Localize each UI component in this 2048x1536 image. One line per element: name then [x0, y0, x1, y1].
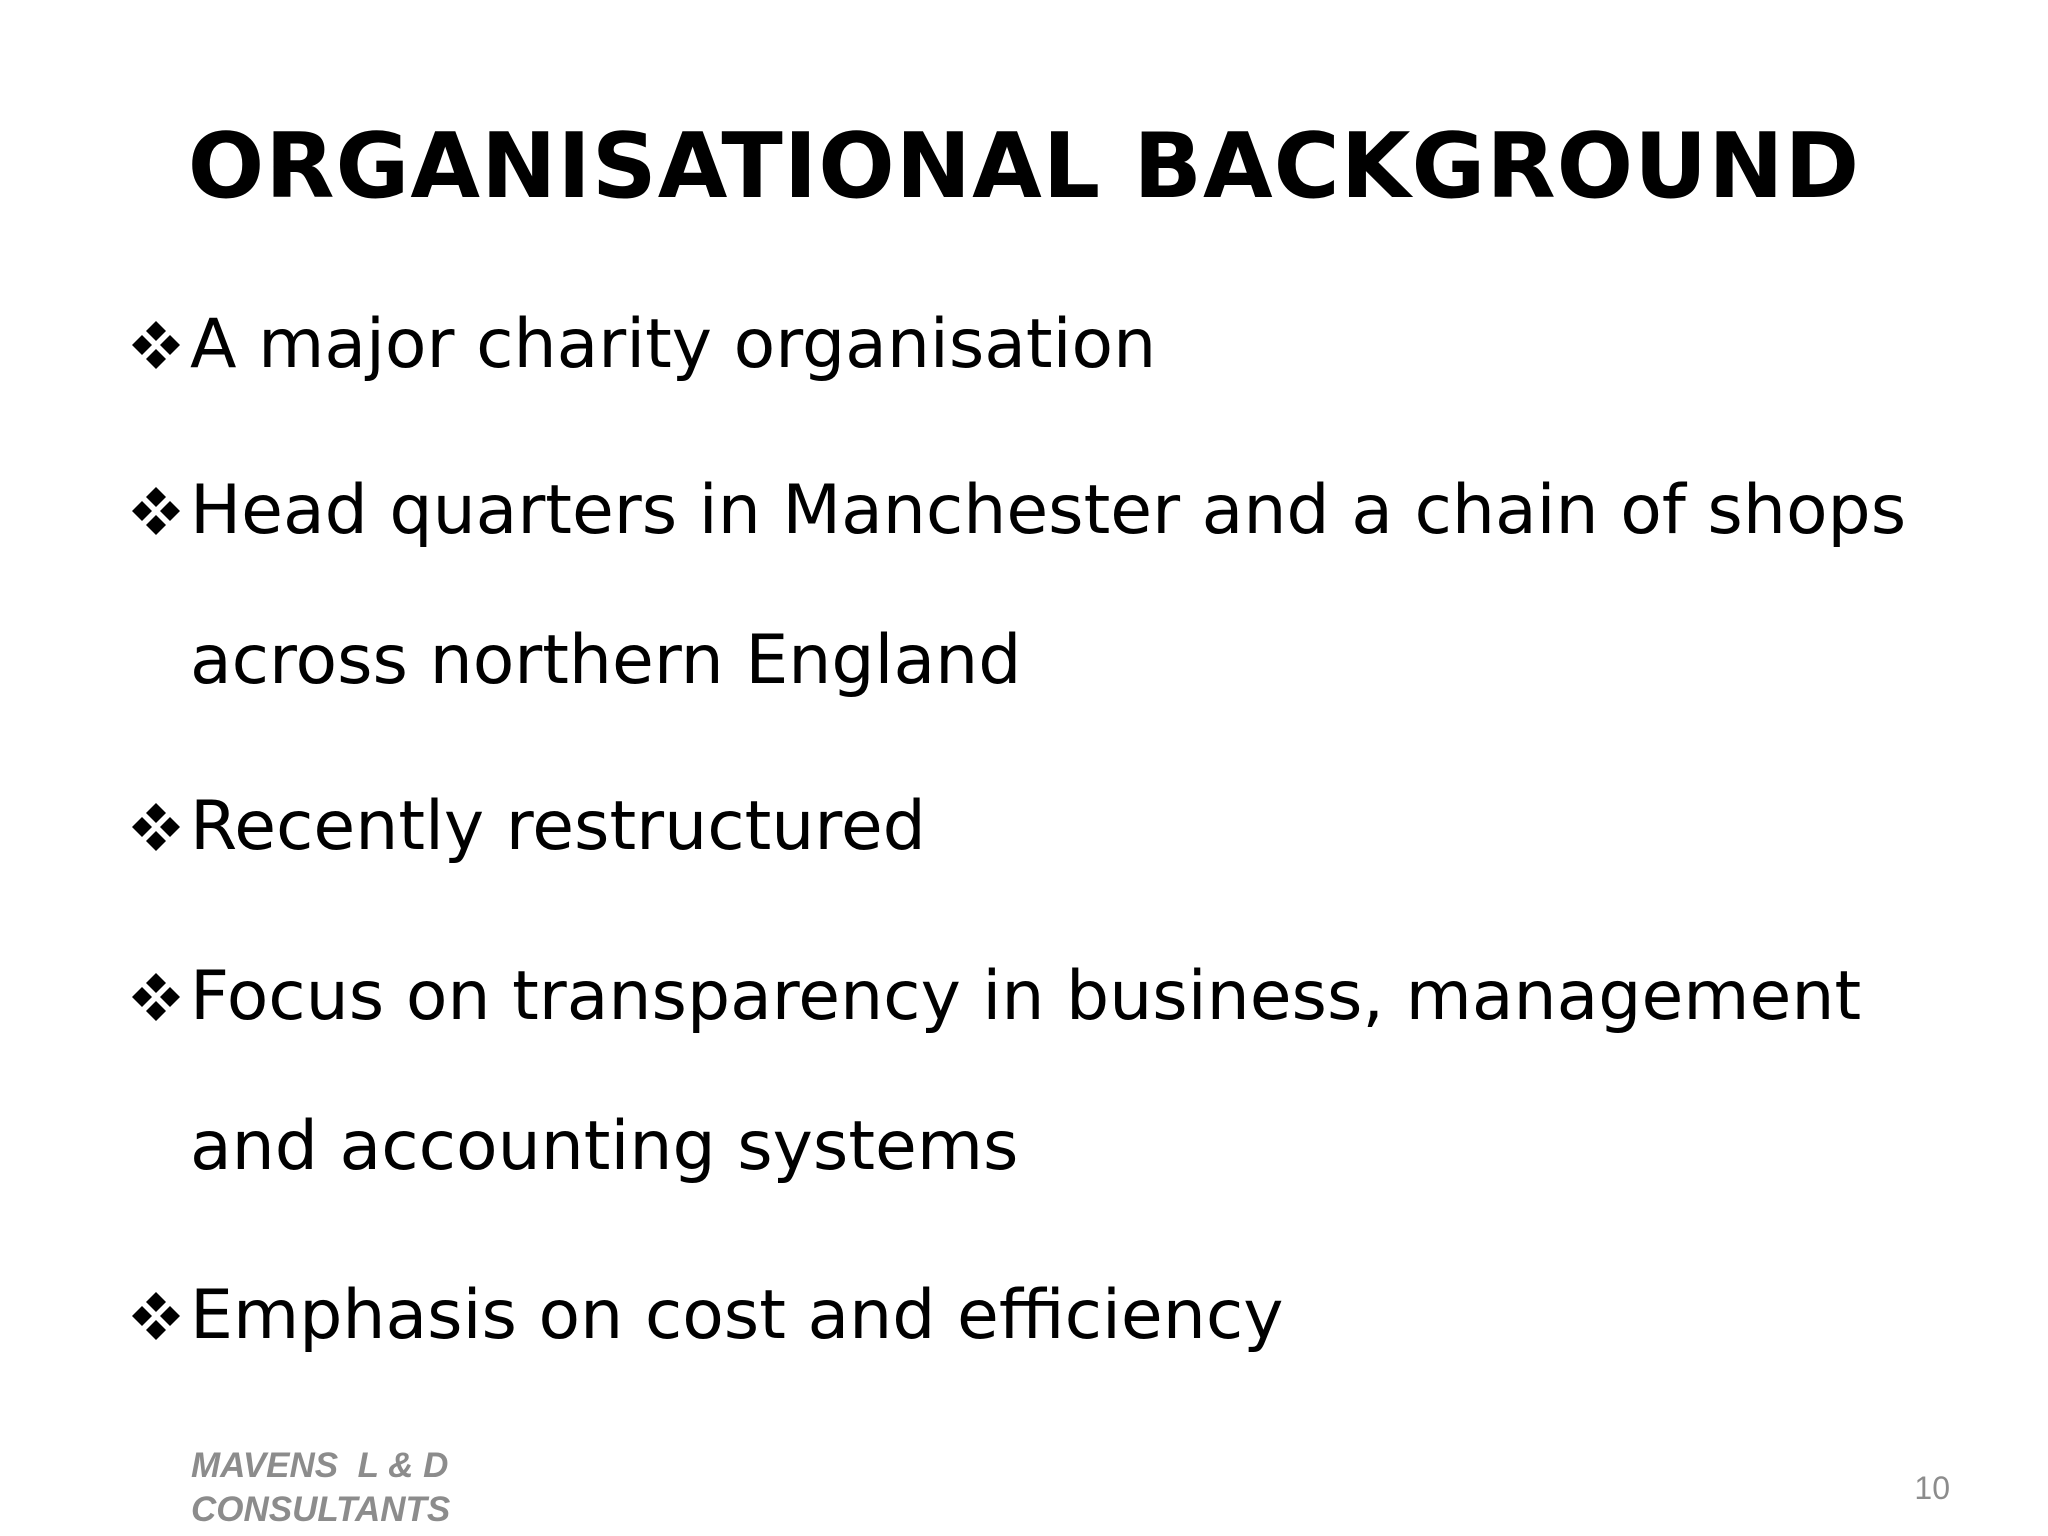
- slide-title: ORGANISATIONAL BACKGROUND: [187, 114, 1861, 219]
- bullet-text: Recently restructured: [190, 787, 926, 866]
- footer-company-line1: MAVENS L & D: [191, 1446, 449, 1485]
- page-number: 10: [1914, 1470, 1950, 1506]
- bullet-text: Emphasis on cost and efficiency: [190, 1276, 1284, 1355]
- bullet-text: Focus on transparency in business, management and accounting systems: [190, 957, 1862, 1186]
- bullet-text: Head quarters in Manchester and a chain of shops across northern England: [190, 471, 1907, 700]
- four-diamond-bullet-icon: [128, 1288, 184, 1344]
- footer-company-name: [191, 1444, 611, 1532]
- four-diamond-bullet-icon: [128, 483, 184, 539]
- four-diamond-bullet-icon: [128, 317, 184, 373]
- bullet-text: A major charity organisation: [190, 305, 1157, 384]
- four-diamond-bullet-icon: [128, 799, 184, 855]
- four-diamond-bullet-icon: [128, 969, 184, 1025]
- footer-company-line2: CONSULTANTS: [191, 1490, 451, 1529]
